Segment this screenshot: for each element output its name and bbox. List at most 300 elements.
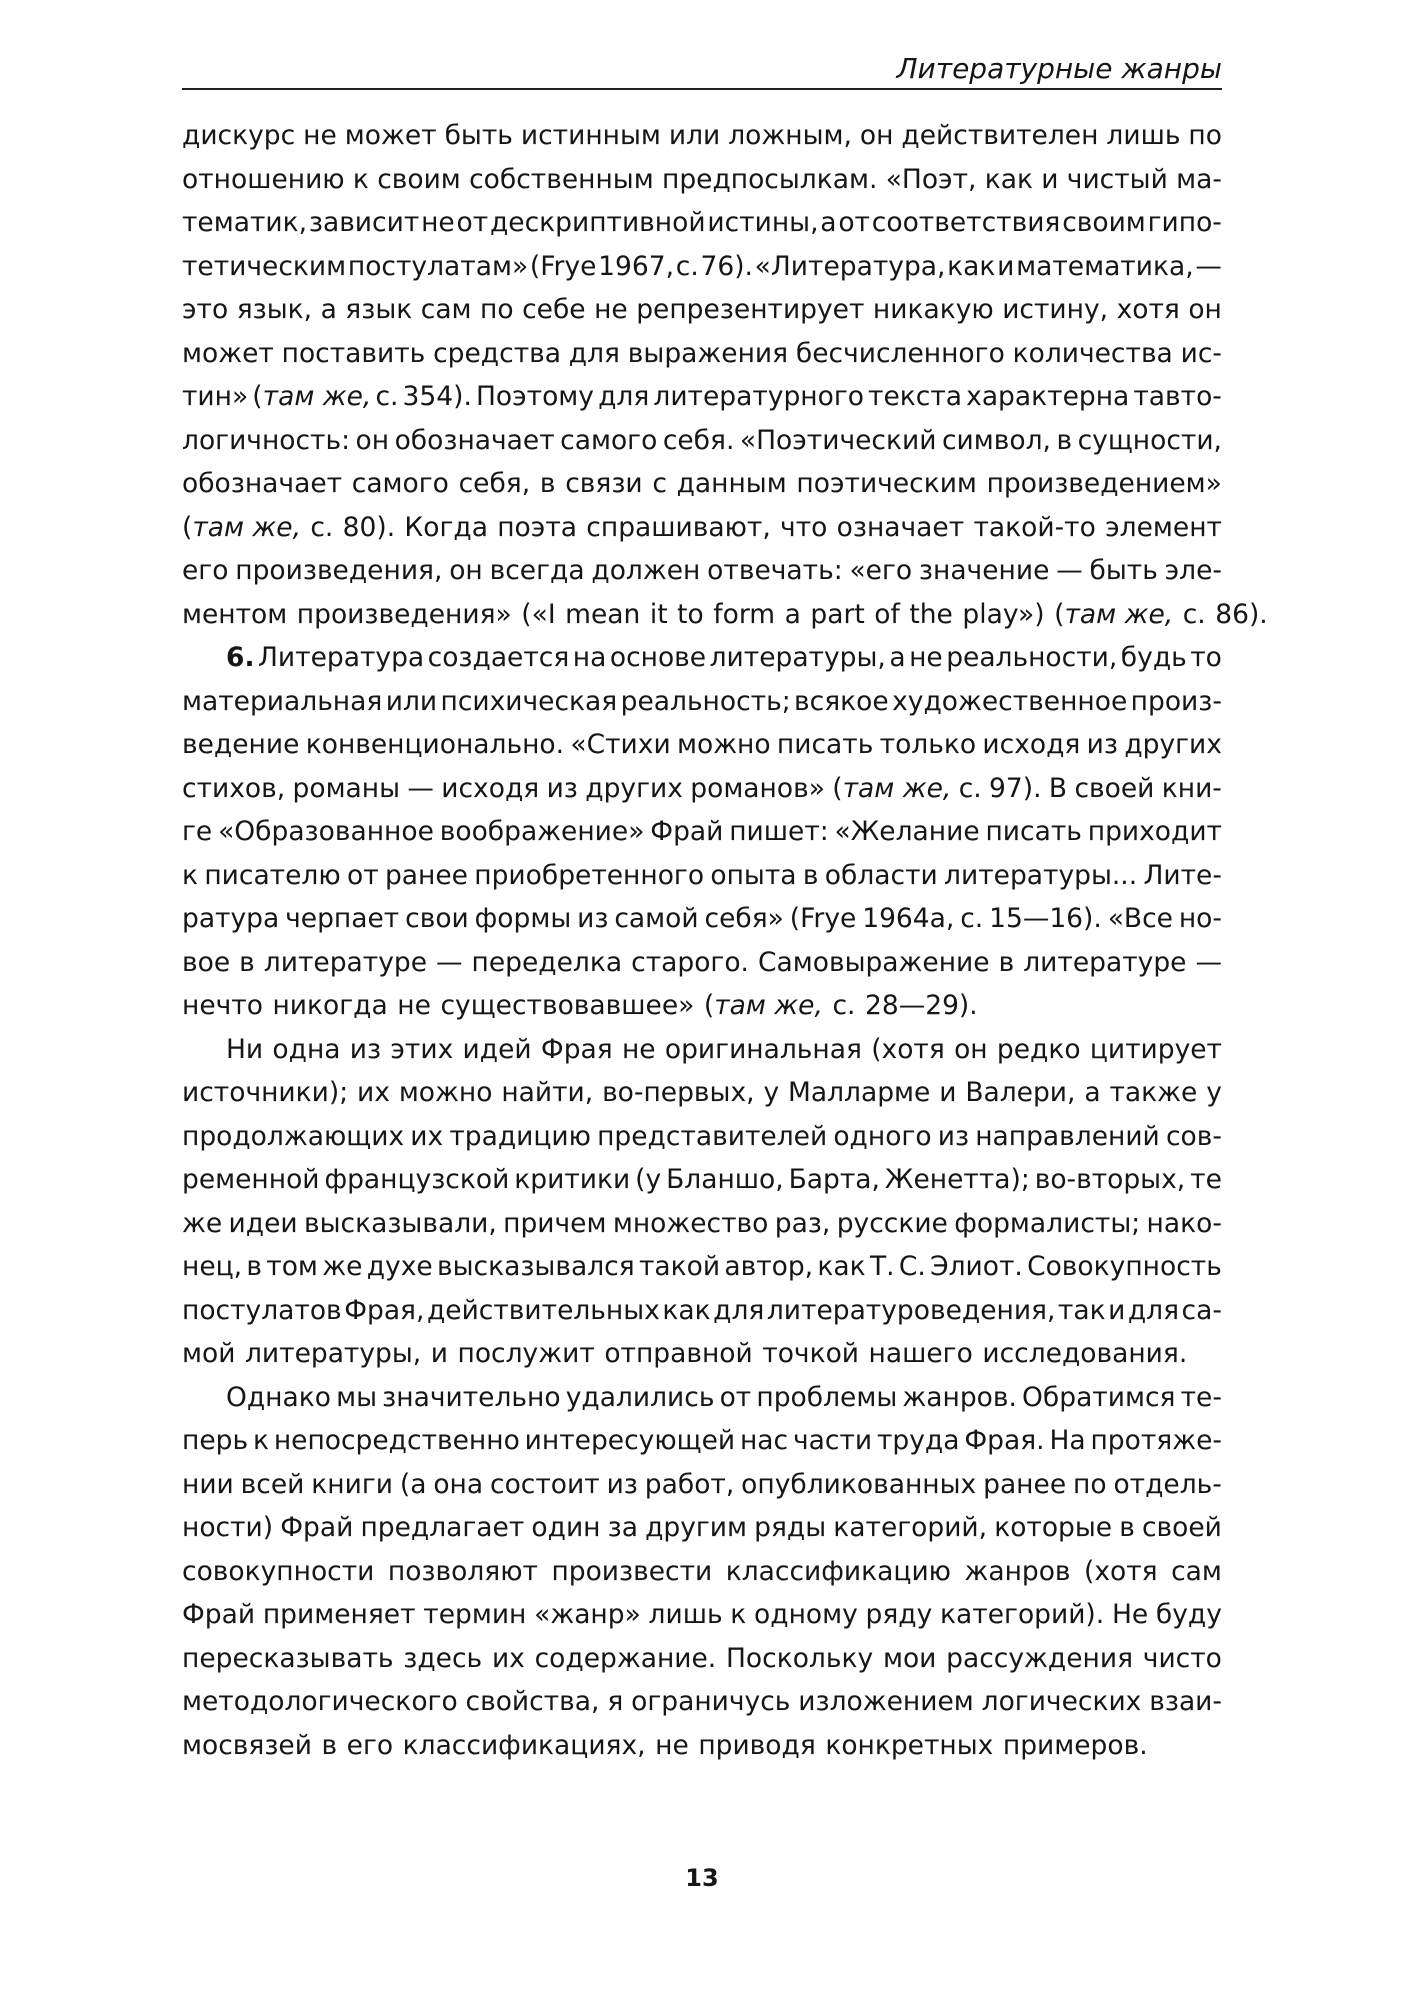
word: быть [1089, 555, 1158, 586]
word: одному [754, 1599, 858, 1630]
word: в [246, 1251, 262, 1282]
word: романы [292, 772, 401, 804]
word: не [303, 120, 337, 151]
word: в [1119, 1512, 1135, 1543]
word: логичность: [182, 424, 351, 456]
word: поэта [497, 511, 577, 543]
word: мой [182, 1338, 236, 1369]
word: обозначает [182, 468, 343, 499]
word: автор, [724, 1251, 814, 1282]
header-rule [182, 88, 1222, 90]
word: спрашивают, [586, 511, 771, 543]
word: с [652, 468, 667, 499]
word: Фрая. [964, 1425, 1045, 1456]
word: to [677, 598, 704, 630]
word: Литература [258, 642, 425, 673]
word: французской [324, 1164, 510, 1195]
word: изложением [798, 1686, 974, 1717]
word: можно [398, 1077, 493, 1108]
word: себе [522, 294, 586, 325]
word: по [1073, 1468, 1107, 1500]
word: текста [868, 381, 963, 412]
word: ранее [983, 1468, 1067, 1500]
word: те- [1180, 1381, 1222, 1413]
word: литературы, [244, 1338, 422, 1369]
word: математика, [1016, 250, 1194, 282]
word: Малларме [788, 1077, 931, 1108]
word: одного [833, 1120, 932, 1152]
word: труда [876, 1425, 960, 1456]
word: Фрая [540, 1033, 613, 1065]
word: из [349, 1033, 382, 1065]
word: во-вторых, [1034, 1164, 1186, 1195]
word: 1964a, [862, 903, 955, 934]
word: интересующей [524, 1425, 736, 1456]
word: мои [882, 1642, 937, 1674]
word: он [859, 120, 894, 151]
word: 15—16). [989, 903, 1102, 934]
word: должен [591, 555, 701, 586]
word: сущности, [1077, 424, 1222, 456]
text-line [182, 1637, 1222, 1681]
word: конвенционально. [305, 729, 565, 760]
text-line [182, 1506, 1222, 1550]
word: приходит [1087, 816, 1222, 847]
word: содержание. [534, 1642, 717, 1674]
word: своим [1062, 207, 1146, 238]
word: средства [433, 337, 561, 369]
word: Поскольку [726, 1642, 874, 1674]
word: пишет: [729, 816, 829, 847]
word: гипо- [1147, 207, 1222, 238]
word: чисто [1142, 1642, 1222, 1674]
text-line [182, 1419, 1222, 1463]
text-line [182, 593, 1268, 637]
text-line [182, 854, 1222, 898]
word: произведением» [986, 468, 1222, 499]
word: пересказывать [182, 1642, 394, 1674]
word: к [352, 163, 369, 195]
word: в [539, 468, 556, 499]
word: сам [1171, 1555, 1222, 1587]
word: никакую [872, 294, 994, 325]
word: с. [832, 990, 856, 1021]
text-line [182, 1202, 1222, 1246]
text-line [182, 1463, 1222, 1507]
word: психическая [440, 685, 618, 717]
word: истину, [1002, 294, 1109, 325]
word: и [997, 250, 1015, 282]
word: постулатам» [347, 250, 529, 282]
text-line [182, 1115, 1222, 1159]
word: нечто [182, 990, 263, 1021]
text-line [182, 419, 1222, 463]
word: лишь [648, 1599, 723, 1630]
word: произвести [551, 1555, 713, 1587]
word: действителен [901, 120, 1099, 151]
word: дискурс [182, 120, 296, 151]
word: в [998, 946, 1015, 978]
word: или [385, 685, 438, 717]
word: (Frye [529, 250, 597, 282]
word: я [607, 1686, 624, 1717]
word: один [531, 1512, 601, 1543]
word: нец, [182, 1251, 243, 1282]
word: из [577, 903, 609, 934]
word: отношению [182, 163, 345, 195]
word: для [598, 381, 650, 412]
word: исходя [982, 729, 1081, 760]
text-line [182, 549, 1222, 593]
word: дескриптивной [489, 207, 706, 238]
word: классификацию [725, 1555, 951, 1587]
text-line [182, 158, 1222, 202]
word: количества [1012, 337, 1173, 369]
word: он [355, 424, 390, 456]
text-line [182, 201, 1222, 245]
word: по [480, 294, 514, 325]
word: у [1206, 1077, 1222, 1108]
word: на [572, 642, 607, 673]
word: соответствия [871, 207, 1061, 238]
text-line [182, 1550, 1222, 1594]
word: книги [311, 1468, 393, 1500]
word: логических [981, 1686, 1142, 1717]
word: В [1048, 772, 1068, 804]
word: продолжающих [182, 1120, 405, 1152]
word: другим [645, 1512, 748, 1543]
word: предпосылкам. [662, 163, 878, 195]
word: и [939, 1077, 957, 1108]
word: зависит [308, 207, 420, 238]
word: перь [182, 1425, 249, 1456]
word: Совокупность [1027, 1251, 1222, 1282]
word: удалились [565, 1381, 715, 1413]
word: («I [521, 598, 556, 630]
word: себя. [662, 424, 735, 456]
word: с. [675, 250, 699, 282]
word: к [730, 1599, 747, 1630]
word: причем [503, 1207, 607, 1239]
word: своей [1074, 772, 1155, 804]
word: отдель- [1113, 1468, 1222, 1500]
word: категорий). [940, 1599, 1105, 1630]
word: вое [182, 946, 231, 978]
word: свойства, [465, 1686, 600, 1717]
word: с. [1182, 598, 1206, 630]
word: значение [918, 555, 1050, 586]
word: не [909, 642, 943, 673]
word: в [1056, 424, 1073, 456]
text-line [182, 506, 1222, 550]
word: произ- [1130, 685, 1222, 717]
word: с. [310, 511, 334, 543]
word: означает [836, 511, 965, 543]
word: литературного [653, 381, 864, 412]
word: источники); [182, 1077, 349, 1108]
word: цитирует [1089, 1033, 1222, 1065]
word: работ, [644, 1468, 735, 1500]
word: 6. [226, 642, 255, 673]
word: термин [423, 1599, 527, 1630]
page-number: 13 [685, 1864, 719, 1892]
word: а [889, 642, 906, 673]
word: представителей [597, 1120, 828, 1152]
text-line [182, 897, 1222, 941]
word: тавто- [1133, 381, 1222, 412]
word: (Frye [789, 903, 857, 934]
word: своим [377, 163, 461, 195]
word: романов» [690, 772, 825, 804]
word: — [407, 772, 434, 804]
text-line [182, 1376, 1222, 1420]
word: самого [351, 468, 449, 499]
word: Барта, [788, 1164, 880, 1195]
word: На [1049, 1425, 1086, 1456]
word: точкой [762, 1338, 860, 1369]
word: мы [336, 1381, 378, 1413]
word: (хотя [871, 1033, 945, 1065]
word: Лите- [1143, 859, 1222, 891]
word: са- [1181, 1294, 1222, 1326]
word: 76). [700, 250, 753, 282]
word: как [662, 1294, 711, 1326]
text-line [182, 332, 1222, 376]
word: ности) [182, 1512, 274, 1543]
word: «Поэтический [739, 424, 937, 456]
word: у [763, 1077, 780, 1108]
word: от [456, 207, 489, 238]
word: язык, [236, 294, 313, 325]
word: Когда [404, 511, 488, 543]
word: жанров. [902, 1381, 1017, 1413]
word: литературе [1023, 946, 1187, 978]
text-line [182, 767, 1222, 811]
word: для [568, 337, 620, 369]
word: тематик, [182, 207, 308, 238]
word: стихов, [182, 772, 286, 804]
word: своей [1141, 1512, 1222, 1543]
word: (а [399, 1468, 427, 1500]
word: только [879, 729, 977, 760]
word: it [649, 598, 668, 630]
word: черпает [285, 903, 400, 934]
word: отвечать: [707, 555, 843, 586]
word: ис- [1180, 337, 1222, 369]
word: реальности, [946, 642, 1118, 673]
word: «его [849, 555, 913, 586]
word: нашего [868, 1338, 973, 1369]
word: отправной [604, 1338, 753, 1369]
word: — [1195, 250, 1222, 282]
word: всегда [489, 555, 585, 586]
word: приводя [698, 1729, 816, 1761]
word: существовавшее» [440, 990, 695, 1021]
word: для [1127, 1294, 1180, 1326]
word: с. [960, 903, 984, 934]
word: жанров [964, 1555, 1071, 1587]
word: непосредственно [273, 1425, 520, 1456]
word: собственным [469, 163, 654, 195]
word: его [346, 1729, 394, 1761]
word: основе [609, 642, 707, 673]
word: идей [462, 1033, 532, 1065]
word: символ, [941, 424, 1051, 456]
word: (хотя [1084, 1555, 1158, 1587]
word: себя, [458, 468, 531, 499]
text-line [182, 462, 1222, 506]
text-line [182, 1028, 1222, 1072]
word: «Образованное [218, 816, 434, 847]
text-line [182, 1158, 1222, 1202]
word: позволяют [387, 1555, 538, 1587]
word: то [1190, 642, 1222, 673]
text-line [182, 941, 1222, 985]
word: ведение [182, 729, 300, 760]
word: (там же, [182, 511, 302, 543]
word: Фрая, [344, 1294, 425, 1326]
word: «Стихи [570, 729, 671, 760]
word: тин» [182, 381, 249, 412]
word: состоит [490, 1468, 600, 1500]
word: может [182, 337, 274, 369]
word: писать [776, 729, 874, 760]
text-line [182, 1724, 1222, 1768]
word: Фрай [280, 1512, 354, 1543]
word: Фрай [182, 1599, 256, 1630]
word: их [357, 1077, 390, 1108]
word: художественное [892, 685, 1128, 717]
word: а [320, 294, 337, 325]
word: одна [272, 1033, 341, 1065]
word: произведения» [296, 598, 512, 630]
word: от [346, 859, 379, 891]
word: (там же, [252, 381, 372, 412]
text-line [182, 636, 1222, 680]
word: истинным [520, 120, 661, 151]
word: воображение» [439, 816, 645, 847]
text-line [182, 375, 1222, 419]
word: не [655, 1729, 689, 1761]
text-line [182, 680, 1222, 724]
word: взаи- [1149, 1686, 1222, 1717]
word: «Все [1107, 903, 1173, 934]
word: обозначает [394, 424, 555, 456]
word: опубликованных [741, 1468, 977, 1500]
word: от [838, 207, 870, 238]
word: к [252, 1425, 269, 1456]
word: литературе [263, 946, 428, 978]
word: других [585, 772, 683, 804]
word: ратура [182, 903, 280, 934]
word: критики [514, 1164, 631, 1195]
word: реальность; [620, 685, 791, 717]
word: из [546, 772, 578, 804]
word: он [1188, 294, 1222, 325]
word: может [344, 120, 437, 151]
word: ма- [1176, 163, 1222, 195]
text-line [182, 984, 1222, 1028]
word: the [909, 598, 953, 630]
word: классификациях, [402, 1729, 646, 1761]
word: характерна [966, 381, 1130, 412]
word: это [182, 294, 229, 325]
word: выражения [627, 337, 789, 369]
word: русские [836, 1207, 948, 1239]
word: исследования. [982, 1338, 1188, 1369]
word: писать [985, 816, 1082, 847]
word: буду [1155, 1599, 1222, 1630]
word: направлений [975, 1120, 1160, 1152]
word: этих [390, 1033, 454, 1065]
word: 97). [989, 772, 1042, 804]
word: постулатов [182, 1294, 342, 1326]
word: части [792, 1425, 873, 1456]
word: за [607, 1512, 638, 1543]
word: высказывали, [303, 1207, 497, 1239]
word: Ни [226, 1033, 264, 1065]
word: такой-то [973, 511, 1096, 543]
word: из [937, 1120, 970, 1152]
word: 28—29). [864, 990, 978, 1021]
word: материальная [182, 685, 383, 717]
running-head: Литературные жанры [896, 52, 1222, 85]
word: of [874, 598, 900, 630]
word: сов- [1165, 1120, 1222, 1152]
word: или [668, 120, 721, 151]
word: Валери, [965, 1077, 1076, 1108]
word: будь [1120, 642, 1187, 673]
word: Бланшо, [666, 1164, 784, 1195]
word: всей [240, 1468, 305, 1500]
word: с. [375, 381, 399, 412]
word: кни- [1161, 772, 1222, 804]
word: области [824, 859, 938, 891]
word: но- [1178, 903, 1222, 934]
word: в [239, 946, 255, 978]
word: исходя [441, 772, 540, 804]
text-line [182, 245, 1222, 289]
word: Женетта); [884, 1164, 1030, 1195]
word: Обратимся [1022, 1381, 1176, 1413]
word: же [322, 1251, 363, 1282]
word: никогда [272, 990, 388, 1021]
word: писателю [204, 859, 341, 891]
word: С. [898, 1251, 926, 1282]
word: ранее [384, 859, 468, 891]
word: mean [565, 598, 641, 630]
word: традицию [449, 1120, 591, 1152]
word: как [984, 163, 1033, 195]
word: по [1188, 120, 1222, 151]
text-line [182, 1071, 1222, 1115]
word: переделка [471, 946, 623, 978]
word: (там же, [1054, 598, 1174, 630]
word: она [433, 1468, 484, 1500]
word: Однако [226, 1381, 331, 1413]
word: лишь [1106, 120, 1181, 151]
word: для [713, 1294, 765, 1326]
word: поставить [281, 337, 426, 369]
word: свои [405, 903, 469, 934]
word: и [430, 1338, 448, 1369]
word: — [1195, 946, 1222, 978]
word: к [182, 859, 199, 891]
word: ограничусь [631, 1686, 791, 1717]
word: Т. [869, 1251, 895, 1282]
word: (там же, [703, 990, 823, 1021]
word: которые [994, 1512, 1113, 1543]
